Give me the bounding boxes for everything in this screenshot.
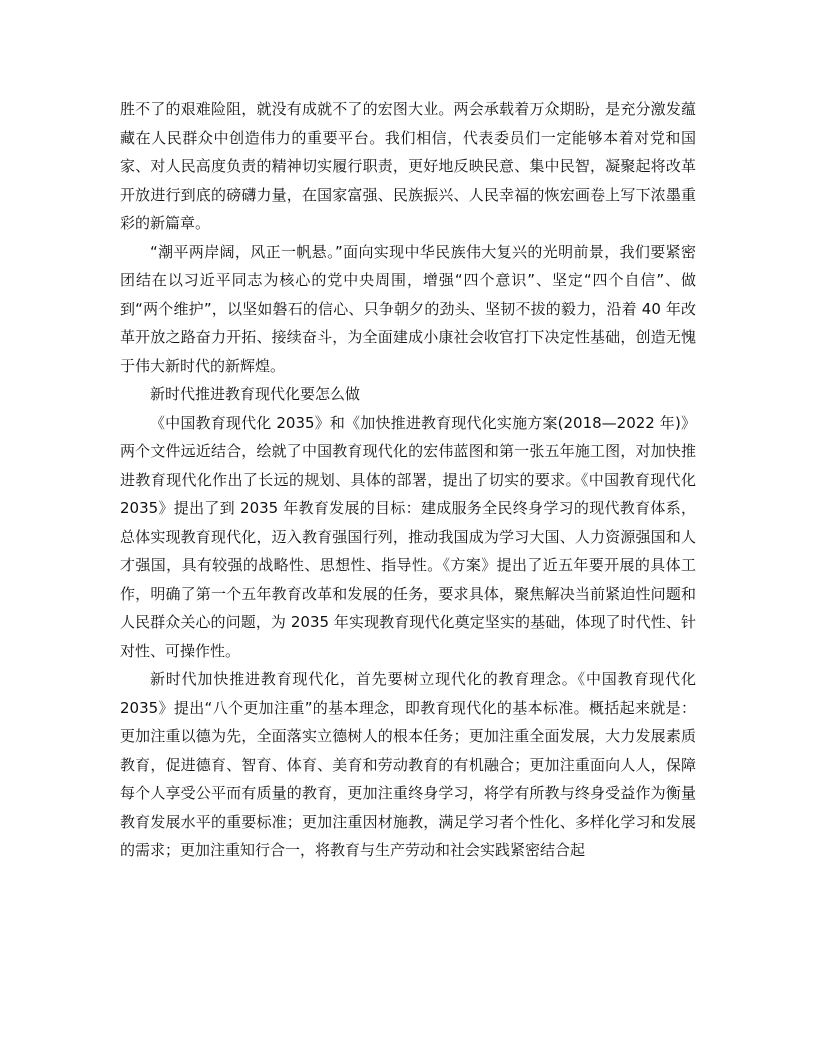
document-page [120,95,696,865]
section-heading: 新时代推进教育现代化要怎么做 [150,385,361,403]
paragraph-education-concepts: 新时代加快推进教育现代化，首先要树立现代化的教育理念。《中国教育现代化 2035》提出“八个更加注重”的基本理念，即教育现代化的基本标准。概括起来就是：更加注重以德为先，全面落实立德树人的根本任务；更加注重全面发展，大力发展素质教育，促进德育、智育、体育、美育和劳动教育的有机融合；更加注重面向人人，保障每个人享受公平而有质量的教育，更加注重终身学习，将学有所教与终身受益作为衡量教育发展水平的重要标准；更加注重因材施教，满足学习者个性化、多样化学习和发展的需求；更加注重知行合一，将教育与生产劳动和社会实践紧密结合起 [120,670,696,859]
paragraph-two-sessions-outlook: “潮平两岸阔，风正一帆悬。”面向实现中华民族伟大复兴的光明前景，我们要紧密团结在以习近平同志为核心的党中央周围，增强“四个意识”、坚定“四个自信”、做到“两个维护”，以坚如磐石的信心、只争朝夕的劲头、坚韧不拔的毅力，沿着 40 年改革开放之路奋力开拓、接续奋斗，为全面建成小康社会收官打下决定性基础，创造无愧于伟大新时代的新辉煌。 [120,242,696,375]
paragraph-continuation: 胜不了的艰难险阻，就没有成就不了的宏图大业。两会承载着万众期盼，是充分激发蕴藏在人民群众中创造伟力的重要平台。我们相信，代表委员们一定能够本着对党和国家、对人民高度负责的精神切实履行职责，更好地反映民意、集中民智，凝聚起将改革开放进行到底的磅礴力量，在国家富强、民族振兴、人民幸福的恢宏画卷上写下浓墨重彩的新篇章。 [120,100,696,232]
paragraph-education-2035-plans: 《中国教育现代化 2035》和《加快推进教育现代化实施方案(2018—2022 年)》两个文件远近结合，绘就了中国教育现代化的宏伟蓝图和第一张五年施工图，对加快推进教育现代化作出了长远的规划、具体的部署，提出了切实的要求。《中国教育现代化 2035》提出了到 2035 年教育发展的目标：建成服务全民终身学习的现代教育体系，总体实现教育现代化，迈入教育强国行列，推动我国成为学习大国、人力资源强国和人才强国，具有较强的战略性、思想性、指导性。《方案》提出了近五年要开展的具体工作，明确了第一个五年教育改革和发展的任务，要求具体，聚焦解决当前紧迫性问题和人民群众关心的问题，为 2035 年实现教育现代化奠定坚实的基础，体现了时代性、针对性、可操作性。 [120,413,696,660]
